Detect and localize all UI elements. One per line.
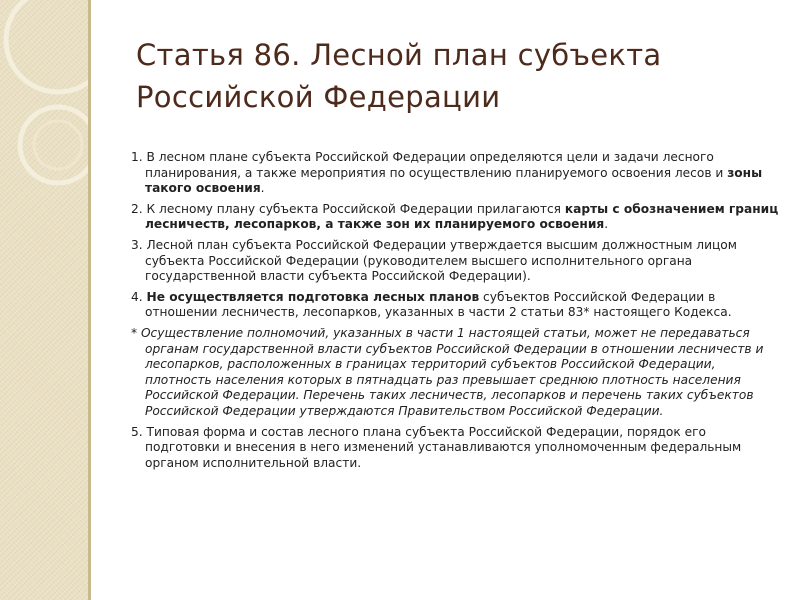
article-footnote bbox=[131, 326, 781, 420]
paragraph-text: 1. В лесном плане субъекта Российской Федерации определяются цели и задачи лесного планирования, а также мероприятия по осуществлению планируемого освоения лесов и bbox=[131, 150, 728, 180]
emphasized-text: зоны такого освоения bbox=[145, 165, 763, 196]
article-paragraph bbox=[131, 202, 781, 233]
decorative-rings-icon bbox=[0, 0, 88, 600]
paragraph-text: 5. Типовая форма и состав лесного плана субъекта Российской Федерации, порядок его подготовки и внесения в него изменений устанавливаются уполномоченным федеральным органом исполнительной власти. bbox=[131, 424, 742, 470]
paragraph-text: 3. Лесной план субъекта Российской Федерации утверждается высшим должностным лицом субъекта Российской Федерации (руководителем высшего исполнительного органа государственной власти субъекта Российской Федерации). bbox=[131, 237, 737, 284]
paragraph-text: субъектов Российской Федерации в отношении лесничеств, лесопарков, указанных в части 2 статьи 83* настоящего Кодекса. bbox=[145, 289, 732, 320]
article-paragraph bbox=[131, 150, 781, 197]
paragraph-text: * Осуществление полномочий, указанных в части 1 настоящей статьи, может не передаваться органам государственной власти субъектов Российской Федерации в отношении лесничеств и лесопарков, расположенных в границах территорий субъектов Российской Федерации, плотность населения которых в пятнадцать раз превышает среднюю плотность населения Российской Федерации. Перечень таких лесничеств, лесопарков и перечень таких субъектов Российской Федерации утверждаются Правительством Российской Федерации. bbox=[131, 325, 764, 418]
article-paragraph bbox=[131, 290, 781, 321]
slide-title: Статья 86. Лесной план субъекта Российской Федерации bbox=[136, 38, 662, 114]
decorative-side-panel bbox=[0, 0, 88, 600]
paragraph-text: 4. bbox=[131, 289, 147, 304]
side-panel-edge bbox=[88, 0, 91, 600]
emphasized-text: Не осуществляется подготовка лесных планов bbox=[146, 289, 480, 304]
article-paragraph bbox=[131, 425, 781, 472]
article-body bbox=[131, 150, 781, 476]
paragraph-text: 2. К лесному плану субъекта Российской Федерации прилагаются bbox=[131, 201, 565, 216]
article-paragraph bbox=[131, 238, 781, 285]
emphasized-text: карты с обозначением границ лесничеств, лесопарков, а также зон их планируемого освоения bbox=[145, 201, 779, 232]
paragraph-text: . bbox=[604, 217, 609, 232]
paragraph-text: . bbox=[260, 181, 265, 196]
